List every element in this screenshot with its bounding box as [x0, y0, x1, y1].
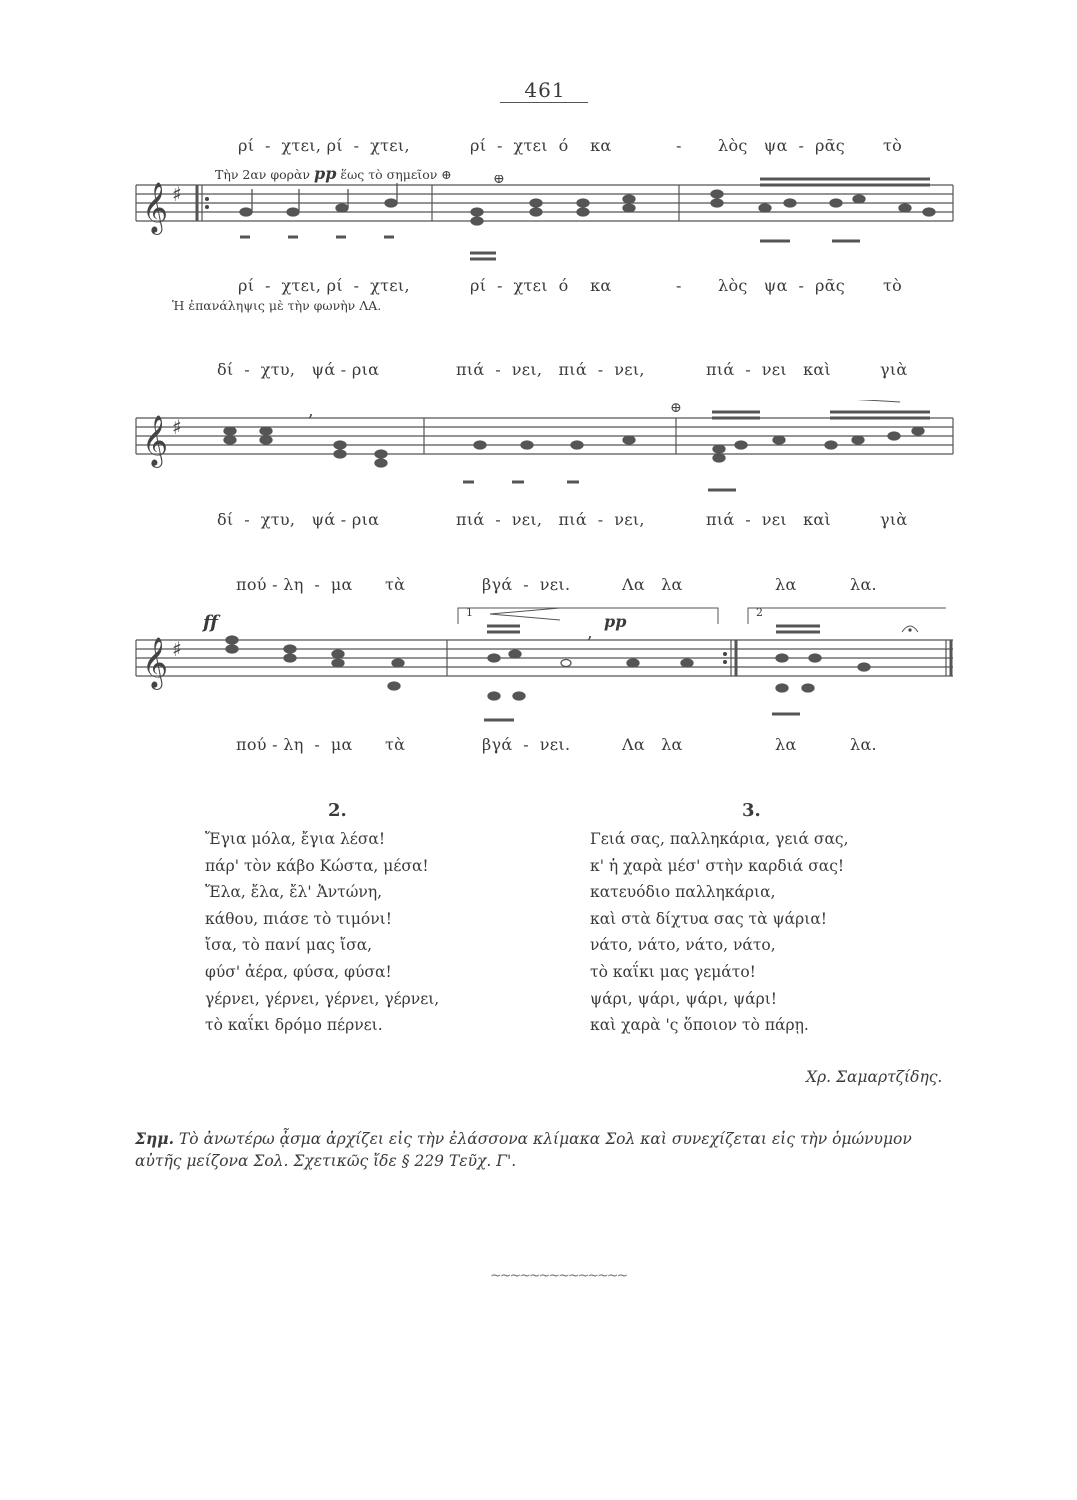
- verse-line: καὶ στὰ δίχτυα σας τὰ ψάρια!: [590, 909, 828, 928]
- dynamic-pp: pp: [314, 164, 337, 183]
- performance-instruction: Τὴν 2αν φορὰν pp ἕως τὸ σημεῖον ⊕: [215, 164, 452, 183]
- svg-text:♯: ♯: [172, 415, 182, 439]
- lyric-bottom: βγά - νει.: [482, 735, 571, 754]
- lyric-bottom: ρί - χτει ό κα: [470, 276, 612, 295]
- staff-2: [0, 400, 1077, 495]
- svg-text:♯: ♯: [172, 182, 182, 206]
- lyric-top: τὰ: [385, 575, 406, 594]
- lyric-bottom: πιά - νει καὶ: [706, 510, 832, 529]
- verse-line: καὶ χαρὰ 'ς ὅποιον τὸ πάρῃ.: [590, 1016, 809, 1035]
- verse-line: γέρνει, γέρνει, γέρνει, γέρνει,: [205, 989, 440, 1008]
- lyric-bottom: λα.: [850, 735, 877, 754]
- verse-line: ψάρι, ψάρι, ψάρι, ψάρι!: [590, 989, 778, 1008]
- lyric-top: λα: [775, 575, 797, 594]
- lyric-top: τὸ: [883, 136, 903, 155]
- staff-1: [0, 175, 1077, 270]
- lyric-bottom: λὸς ψα - ρᾶς: [718, 276, 846, 295]
- lyric-top: πού - λη - μα: [236, 575, 353, 594]
- footnote-text: Τὸ ἀνωτέρω ᾆσμα ἀρχίζει εἰς τὴν ἐλάσσονα κλίμακα Σολ καὶ συνεχίζεται εἰς τὴν ὁμώνυμον αὐτῆς μείζονα Σολ. Σχετικῶς ἴδε § 229 Τεῦχ. Γ'.: [135, 1130, 912, 1170]
- svg-text:♯: ♯: [172, 637, 182, 661]
- verse-line: τὸ καΐκι μας γεμάτο!: [590, 962, 756, 981]
- lyric-top: βγά - νει.: [482, 575, 571, 594]
- lyric-bottom: δί - χτυ, ψά - ρια: [217, 510, 380, 529]
- lyric-top: ρί - χτει, ρί - χτει,: [238, 136, 410, 155]
- verse-line: κάθου, πιάσε τὸ τιμόνι!: [205, 909, 392, 928]
- dynamic-ff: ff: [203, 612, 218, 633]
- verse-2-number: 2.: [328, 800, 347, 821]
- repeat-instruction: Ἡ ἐπανάληψις μὲ τὴν φωνὴν ΛΑ.: [172, 298, 382, 313]
- volta-2-label: 2: [756, 606, 763, 619]
- lyric-bottom: πιά - νει, πιά - νει,: [456, 510, 645, 529]
- lyric-bottom: ρί - χτει, ρί - χτει,: [238, 276, 410, 295]
- dynamic-pp: pp: [604, 612, 627, 631]
- svg-text:,: ,: [587, 622, 593, 643]
- svg-text:,: ,: [308, 400, 314, 421]
- svg-text:𝄞: 𝄞: [142, 415, 169, 466]
- verse-line: Ἔγια μόλα, ἔγια λέσα!: [205, 830, 386, 848]
- volta-1-label: 1: [466, 606, 473, 619]
- lyric-bottom: τὸ: [883, 276, 903, 295]
- verse-line: πάρ' τὸν κάβο Κώστα, μέσα!: [205, 856, 429, 875]
- svg-text:𝄞: 𝄞: [142, 182, 169, 233]
- page-number-rule: [500, 102, 588, 103]
- page-number: 461: [524, 78, 566, 102]
- lyric-bottom: πού - λη - μα: [236, 735, 353, 754]
- verse-3: [590, 826, 849, 1039]
- verse-line: τὸ καΐκι δρόμο πέρνει.: [205, 1016, 383, 1035]
- lyric-top: ρί - χτει ό κα: [470, 136, 612, 155]
- verse-line: Γειά σας, παλληκάρια, γειά σας,: [590, 830, 849, 848]
- verse-line: Ἔλα, ἔλα, ἔλ' Ἀντώνη,: [205, 883, 383, 902]
- lyric-top: Λα λα: [622, 575, 683, 594]
- lyric-bottom: τὰ: [385, 735, 406, 754]
- verse-line: ἴσα, τὸ πανί μας ἴσα,: [205, 936, 373, 955]
- author-signature: Χρ. Σαμαρτζίδης.: [806, 1068, 943, 1086]
- lyric-bottom: λα: [775, 735, 797, 754]
- lyric-top: λὸς ψα - ρᾶς: [718, 136, 846, 155]
- footnote-label: Σημ.: [135, 1129, 174, 1148]
- svg-text:⊕: ⊕: [493, 175, 505, 187]
- ornament-divider: ~~~~~~~~~~~~~~: [490, 1268, 627, 1284]
- verse-3-number: 3.: [742, 800, 761, 821]
- verse-line: νάτο, νάτο, νάτο, νάτο,: [590, 936, 776, 955]
- verse-line: κ' ἡ χαρὰ μέσ' στὴν καρδιά σας!: [590, 856, 845, 875]
- verse-2: [205, 826, 439, 1039]
- lyric-bottom: Λα λα: [622, 735, 683, 754]
- lyric-top: γιὰ: [880, 360, 908, 379]
- lyric-top: λα.: [850, 575, 877, 594]
- staff-3: [0, 600, 1077, 730]
- verse-line: κατευόδιο παλληκάρια,: [590, 883, 776, 902]
- svg-text:𝄞: 𝄞: [142, 637, 169, 688]
- lyric-bottom: γιὰ: [880, 510, 908, 529]
- verse-line: φύσ' ἀέρα, φύσα, φύσα!: [205, 962, 392, 981]
- footnote: [135, 1128, 955, 1172]
- lyric-top: πιά - νει καὶ: [706, 360, 832, 379]
- lyric-top: δί - χτυ, ψά - ρια: [217, 360, 380, 379]
- lyric-bottom: -: [676, 276, 682, 295]
- svg-text:⊕: ⊕: [670, 400, 682, 416]
- lyric-top: πιά - νει, πιά - νει,: [456, 360, 645, 379]
- lyric-top: -: [676, 136, 682, 155]
